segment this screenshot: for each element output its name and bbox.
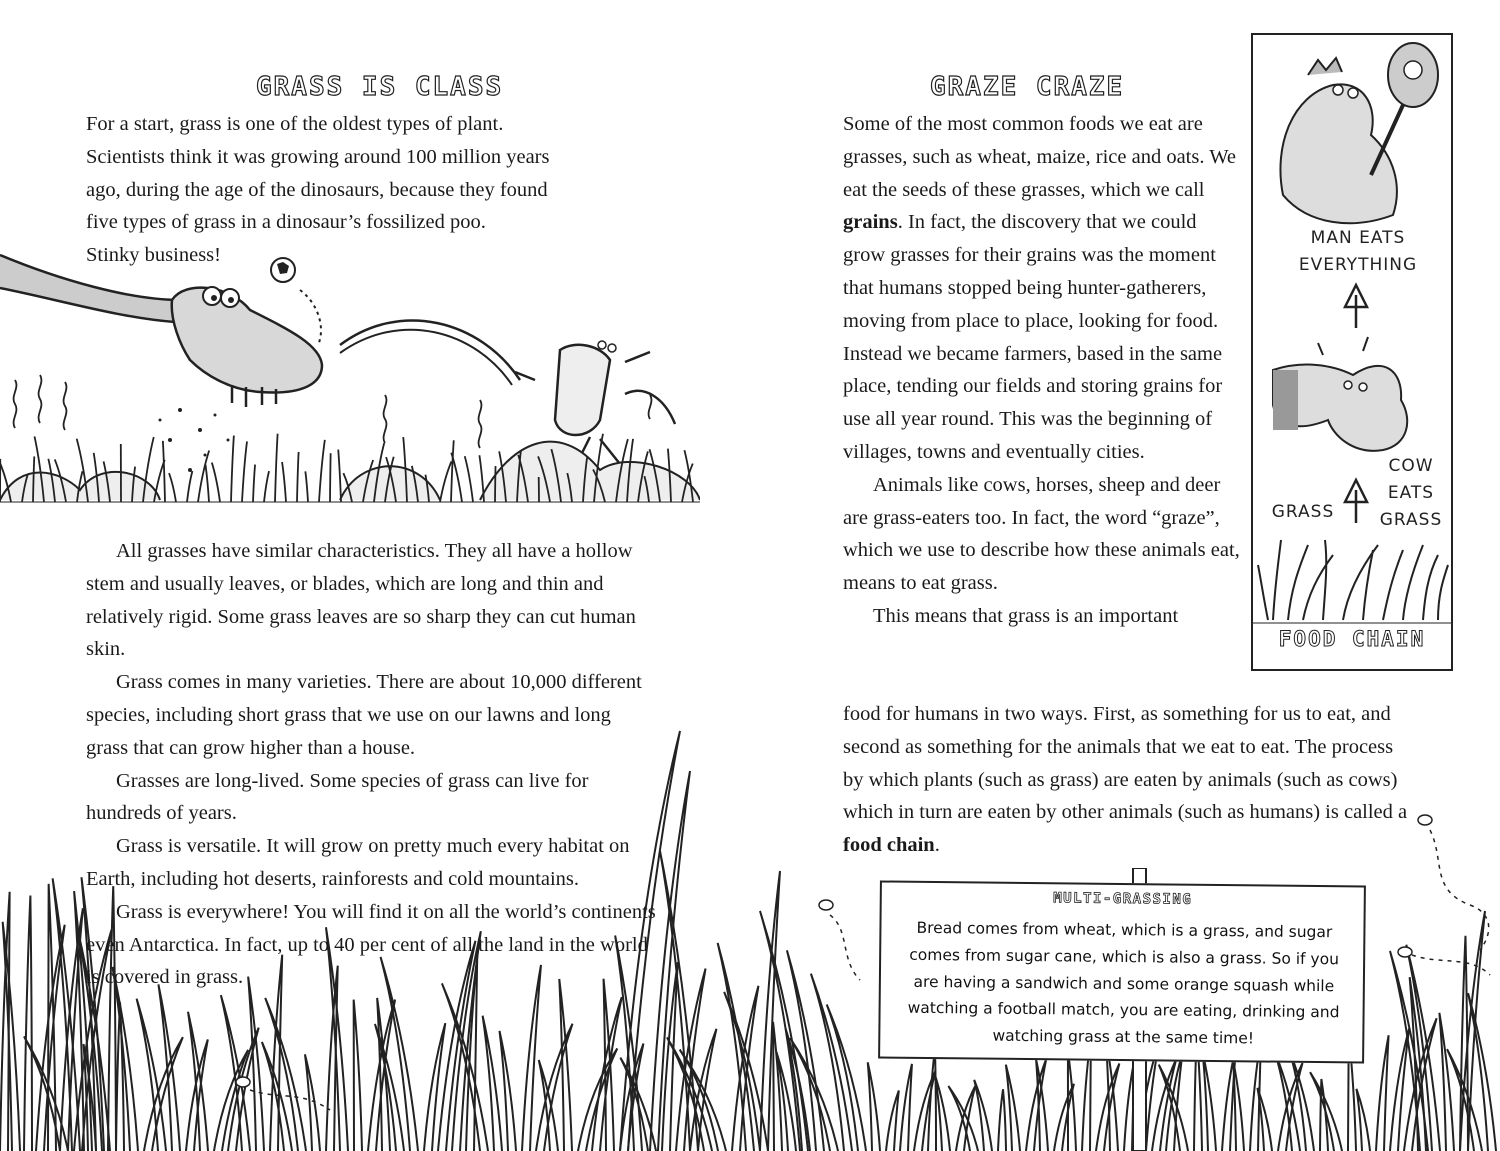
grass-blade (1460, 911, 1485, 1151)
grass-blade (539, 1060, 558, 1151)
grass-blade (319, 440, 325, 502)
left-heading: GRASS IS CLASS (256, 72, 504, 102)
food-chain-panel (1251, 33, 1453, 671)
grass-blade (451, 453, 462, 502)
paragraph: Grass is everywhere! You will find it on all the world’s continents even Antarctica. In fact, up to 40 per cent of all the land in the world is covered in grass. (86, 900, 656, 989)
grass-blade (451, 440, 454, 502)
grass-blade (660, 851, 698, 1151)
grass-blade (495, 466, 496, 502)
grass-blade (1376, 1035, 1389, 1151)
bee-icon (1418, 815, 1432, 825)
grass-blade (1006, 1065, 1020, 1151)
grass-blade (275, 434, 278, 502)
grass-blade (998, 1089, 1006, 1151)
term-food-chain: food chain (843, 834, 935, 857)
grass-blade (163, 441, 165, 502)
grass-blade (305, 1054, 320, 1151)
grass-blade (253, 465, 255, 502)
grass-blade (1439, 1013, 1454, 1151)
grass-blade (760, 911, 808, 1151)
grass-blade (1054, 1084, 1074, 1151)
food-chain-illustration (1253, 35, 1451, 669)
left-intro (86, 108, 646, 272)
grass-blade (536, 1024, 573, 1151)
grass-blade (231, 436, 234, 502)
grass-blade (205, 465, 209, 502)
grass-blade (137, 999, 166, 1151)
grass-blade (935, 1075, 950, 1151)
paragraph: Animals like cows, horses, sheep and deer are grass-eaters too. In fact, the word “graze”, which we use to describe how these animals eat, means to eat grass. (843, 473, 1240, 595)
grass-blade (465, 456, 473, 502)
grass-blade (760, 871, 780, 1151)
grass-blade (900, 1064, 912, 1151)
sign-title: MULTI-GRASSING (1053, 890, 1193, 908)
grass-blade (1233, 1061, 1244, 1151)
grass-blade (424, 1023, 445, 1151)
grass-blade (24, 896, 32, 1151)
grass-blade (338, 450, 341, 502)
grass-blade (354, 1000, 362, 1151)
grass-blade (974, 1080, 992, 1151)
cow-label: COW EATS GRASS (1379, 456, 1443, 530)
paragraph: Grass comes in many varieties. There are about 10,000 different species, including short grass that we use on our lawns and long grass that can grow higher than a house. (86, 671, 642, 759)
grass-blade (305, 471, 308, 502)
bee-icon (1398, 947, 1412, 957)
paragraph-start: This means that grass is an important (873, 604, 1179, 627)
grass-blade (158, 984, 180, 1151)
grass-blade (886, 1090, 899, 1151)
grass-blade (650, 771, 690, 1151)
intro-line: For a start, grass is one of the oldest types of plant. (86, 113, 504, 135)
grass-blade (662, 962, 678, 1151)
grass-blade (3, 922, 20, 1151)
intro-line: five types of grass in a dinosaur’s fossilized poo. (86, 211, 486, 234)
grass-blade (297, 452, 299, 502)
grass-blade (1356, 1089, 1370, 1151)
intro-line: Scientists think it was growing around 100 million years (86, 145, 550, 168)
grass-blade (773, 1022, 782, 1151)
multi-grassing-sign (878, 880, 1366, 1063)
grass-blade (1159, 1065, 1188, 1151)
bee-icon (819, 900, 833, 910)
grass-blade (1310, 1072, 1342, 1151)
grass-blade (868, 1062, 880, 1151)
paragraph: Some of the most common foods we eat are grasses, such as wheat, maize, rice and oats. We eat the seeds of these grasses, which we call grains. In fact, the discovery that we could grow grasses for their grains was the moment that humans stopped being hunter-gatherers, moving from place to place, looking for food. Instead we became farmers, based in the same place, tending our fields and storing grains for use all year round. This was the beginning of villages, towns and eventually cities. (843, 113, 1237, 463)
intro-line: ago, during the age of the dinosaurs, because they found (86, 178, 548, 201)
right-heading: GRAZE CRAZE (930, 72, 1125, 102)
grass-blade (212, 463, 220, 502)
grass-blade (187, 471, 192, 502)
bee-icon (236, 1077, 250, 1087)
paragraph-continued: food for humans in two ways. First, as something for us to eat, and second as something for the animals that we eat to eat. The process by which plants (such as grass) are eaten by animals (such as cows) which in turn are eaten by other animals (such as humans) is called a food chain. (843, 703, 1408, 857)
right-body-narrow (843, 108, 1243, 633)
grass-blade (330, 453, 331, 502)
grass-blade (282, 462, 286, 502)
right-body-wide (843, 698, 1413, 862)
paragraph: Grass is versatile. It will grow on pretty much every habitat on Earth, including hot deserts, rainforests and cold mountains. (86, 835, 630, 890)
grass-blade (169, 473, 176, 502)
grass-blade (956, 1086, 975, 1151)
grass-blade (732, 986, 758, 1151)
paragraph: All grasses have similar characteristics. They all have a hollow stem and usually leaves, or blades, which are long and thin and relatively rigid. Some grass leaves are so sharp they can cut human skin. (86, 540, 636, 661)
man-label: MAN EATS EVERYTHING (1298, 228, 1418, 275)
grass-blade (242, 441, 247, 502)
grass-blade (499, 1031, 516, 1151)
grass-blade (188, 1012, 208, 1151)
left-body (86, 535, 656, 994)
grass-blade (1406, 945, 1440, 1151)
grass-blade (440, 461, 451, 502)
term-grains: grains (843, 211, 898, 234)
paragraph: Grasses are long-lived. Some species of grass can live for hundreds of years. (86, 769, 589, 825)
food-chain-title: FOOD CHAIN (1278, 627, 1426, 651)
grass-blade (1203, 1052, 1216, 1151)
grass-label: GRASS (1271, 502, 1335, 522)
sign-text: Bread comes from wheat, which is a grass, and sugar comes from sugar cane, which is also a grass. So if you are having a sandwich and some orange squash while watching a football match, you are eating, drinking and watching grass at the same time! (907, 918, 1340, 1048)
intro-line: Stinky business! (86, 244, 221, 267)
grass-blade (264, 471, 269, 502)
